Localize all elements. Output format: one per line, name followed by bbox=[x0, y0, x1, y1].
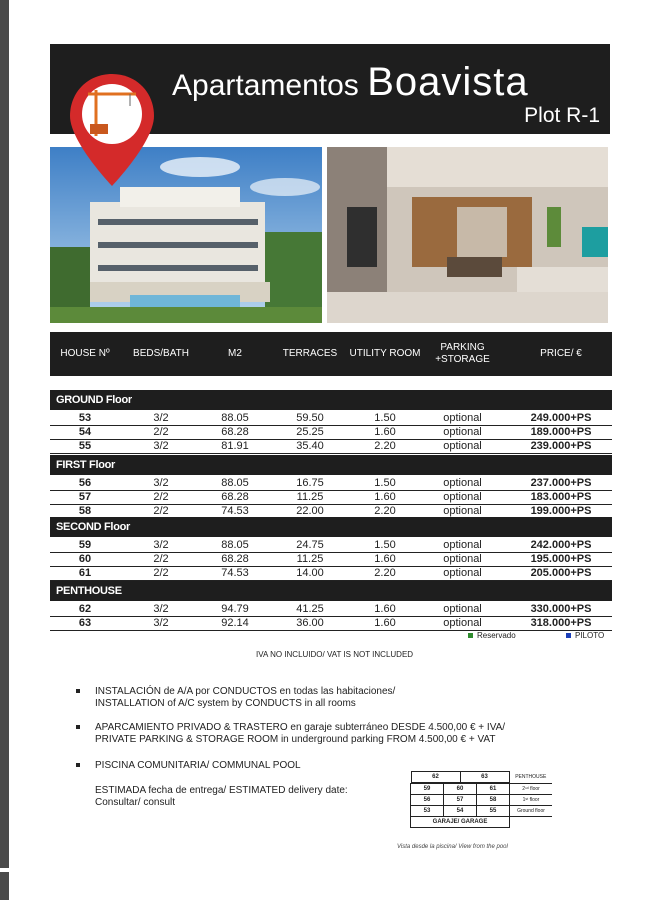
cell-price: 330.000+PS bbox=[530, 603, 592, 615]
cell-utility: 2.20 bbox=[374, 505, 396, 517]
col-beds-bath: BEDS/BATH bbox=[133, 348, 189, 359]
cell-utility: 2.20 bbox=[374, 440, 396, 452]
cell-parking: optional bbox=[443, 491, 482, 503]
cell-terraces: 11.25 bbox=[296, 553, 324, 565]
page-edge-bar bbox=[0, 0, 9, 900]
grid-label-penthouse: PENTHOUSE bbox=[510, 771, 553, 784]
cell-beds: 2/2 bbox=[153, 567, 169, 579]
cell-m2: 94.79 bbox=[221, 603, 249, 615]
cell-price: 205.000+PS bbox=[530, 567, 592, 579]
floor-name: FIRST Floor bbox=[56, 459, 116, 471]
cell-terraces: 16.75 bbox=[296, 477, 324, 489]
col-m2: M2 bbox=[228, 348, 242, 359]
cell-terraces: 22.00 bbox=[296, 505, 324, 517]
cell-terraces: 14.00 bbox=[296, 567, 324, 579]
table-row bbox=[50, 425, 612, 440]
cell-m2: 88.05 bbox=[221, 412, 249, 424]
cell-house: 55 bbox=[78, 440, 92, 452]
cell-terraces: 36.00 bbox=[296, 617, 324, 629]
grid-garage: GARAJE/ GARAGE bbox=[411, 817, 510, 828]
cell-utility: 1.50 bbox=[374, 539, 396, 551]
cell-utility: 2.20 bbox=[374, 567, 396, 579]
cell-beds: 2/2 bbox=[153, 505, 169, 517]
cell-house: 57 bbox=[78, 491, 92, 503]
floor-header bbox=[50, 455, 612, 475]
cell-beds: 3/2 bbox=[153, 477, 169, 489]
cell-m2: 74.53 bbox=[221, 567, 249, 579]
cell-price: 249.000+PS bbox=[530, 412, 592, 424]
table-row bbox=[50, 552, 612, 567]
cell-utility: 1.50 bbox=[374, 412, 396, 424]
cell-terraces: 25.25 bbox=[296, 426, 324, 438]
cell-house: 63 bbox=[78, 617, 92, 629]
floor-name: PENTHOUSE bbox=[56, 585, 122, 597]
cell-price: 237.000+PS bbox=[530, 477, 592, 489]
cell-utility: 1.60 bbox=[374, 491, 396, 503]
delivery-consult: Consultar/ consult bbox=[95, 797, 176, 808]
cell-house: 58 bbox=[78, 505, 92, 517]
cell-parking: optional bbox=[443, 617, 482, 629]
cell-price: 195.000+PS bbox=[530, 553, 592, 565]
col-price: PRICE/ € bbox=[540, 348, 582, 359]
cell-m2: 81.91 bbox=[221, 440, 249, 452]
grid-cell-63: 63 bbox=[460, 772, 509, 783]
table-column-headers bbox=[50, 332, 612, 376]
piloto-color-swatch bbox=[566, 633, 571, 638]
table-row bbox=[50, 490, 612, 505]
cell-m2: 88.05 bbox=[221, 539, 249, 551]
cell-price: 183.000+PS bbox=[530, 491, 592, 503]
location-pin-icon bbox=[66, 70, 158, 190]
reserved-color-swatch bbox=[468, 633, 473, 638]
col-parking-storage: PARKING +STORAGE bbox=[435, 342, 490, 365]
cell-m2: 68.28 bbox=[221, 426, 249, 438]
cell-price: 189.000+PS bbox=[530, 426, 592, 438]
cell-price: 318.000+PS bbox=[530, 617, 592, 629]
cell-beds: 3/2 bbox=[153, 603, 169, 615]
table-row bbox=[50, 602, 612, 617]
cell-parking: optional bbox=[443, 426, 482, 438]
cell-m2: 74.53 bbox=[221, 505, 249, 517]
floor-header bbox=[50, 581, 612, 601]
cell-parking: optional bbox=[443, 477, 482, 489]
cell-house: 53 bbox=[78, 412, 92, 424]
cell-m2: 88.05 bbox=[221, 477, 249, 489]
cell-m2: 68.28 bbox=[221, 553, 249, 565]
cell-terraces: 41.25 bbox=[296, 603, 324, 615]
cell-parking: optional bbox=[443, 505, 482, 517]
table-row bbox=[50, 566, 612, 581]
floor-name: SECOND Floor bbox=[56, 521, 131, 533]
cell-beds: 2/2 bbox=[153, 426, 169, 438]
cell-utility: 1.60 bbox=[374, 603, 396, 615]
cell-beds: 3/2 bbox=[153, 539, 169, 551]
cell-price: 239.000+PS bbox=[530, 440, 592, 452]
cell-m2: 92.14 bbox=[221, 617, 249, 629]
pool-view-caption: Vista desde la piscina/ View from the pool bbox=[397, 844, 508, 850]
building-layout-grid: 62 63 PENTHOUSE 59 60 61 2ⁿᵈ floor 56 57 58 1ˢᵗ floor 53 54 55 Ground floor GARAJE/ GARAGE bbox=[410, 771, 552, 828]
cell-terraces: 59.50 bbox=[296, 412, 324, 424]
title-boavista: Boavista bbox=[367, 60, 529, 104]
cell-beds: 3/2 bbox=[153, 617, 169, 629]
col-terraces: TERRACES bbox=[282, 348, 338, 359]
grid-cell-62: 62 bbox=[411, 772, 460, 783]
cell-parking: optional bbox=[443, 567, 482, 579]
cell-terraces: 35.40 bbox=[296, 440, 324, 452]
cell-parking: optional bbox=[443, 440, 482, 452]
vat-note: IVA NO INCLUIDO/ VAT IS NOT INCLUDED bbox=[256, 650, 414, 659]
table-row bbox=[50, 439, 612, 454]
plot-label: Plot R-1 bbox=[524, 104, 600, 127]
cell-parking: optional bbox=[443, 553, 482, 565]
legend-piloto: PILOTO bbox=[566, 631, 604, 640]
col-utility-room: UTILITY ROOM bbox=[349, 348, 421, 359]
floor-name: GROUND Floor bbox=[56, 394, 132, 406]
interior-living-room-photo bbox=[327, 147, 608, 323]
cell-price: 199.000+PS bbox=[530, 505, 592, 517]
legend-reserved: Reservado bbox=[468, 631, 516, 640]
cell-utility: 1.60 bbox=[374, 553, 396, 565]
table-row bbox=[50, 616, 612, 631]
title-apartamentos: Apartamentos bbox=[172, 69, 359, 102]
cell-beds: 3/2 bbox=[153, 412, 169, 424]
cell-house: 59 bbox=[78, 539, 92, 551]
cell-m2: 68.28 bbox=[221, 491, 249, 503]
cell-terraces: 11.25 bbox=[296, 491, 324, 503]
cell-terraces: 24.75 bbox=[296, 539, 324, 551]
page-title bbox=[172, 60, 529, 105]
cell-parking: optional bbox=[443, 603, 482, 615]
floor-header bbox=[50, 390, 612, 410]
cell-parking: optional bbox=[443, 412, 482, 424]
cell-house: 62 bbox=[78, 603, 92, 615]
cell-house: 56 bbox=[78, 477, 92, 489]
cell-house: 54 bbox=[78, 426, 92, 438]
cell-utility: 1.50 bbox=[374, 477, 396, 489]
cell-beds: 2/2 bbox=[153, 553, 169, 565]
cell-beds: 3/2 bbox=[153, 440, 169, 452]
table-row bbox=[50, 411, 612, 426]
table-row bbox=[50, 476, 612, 491]
cell-utility: 1.60 bbox=[374, 617, 396, 629]
cell-price: 242.000+PS bbox=[530, 539, 592, 551]
col-house: HOUSE Nº bbox=[60, 348, 110, 359]
cell-parking: optional bbox=[443, 539, 482, 551]
delivery-date-label: ESTIMADA fecha de entrega/ ESTIMATED delivery date: bbox=[95, 785, 348, 796]
cell-utility: 1.60 bbox=[374, 426, 396, 438]
cell-house: 61 bbox=[78, 567, 92, 579]
cell-beds: 2/2 bbox=[153, 491, 169, 503]
cell-house: 60 bbox=[78, 553, 92, 565]
floor-header bbox=[50, 517, 612, 537]
table-row bbox=[50, 538, 612, 553]
